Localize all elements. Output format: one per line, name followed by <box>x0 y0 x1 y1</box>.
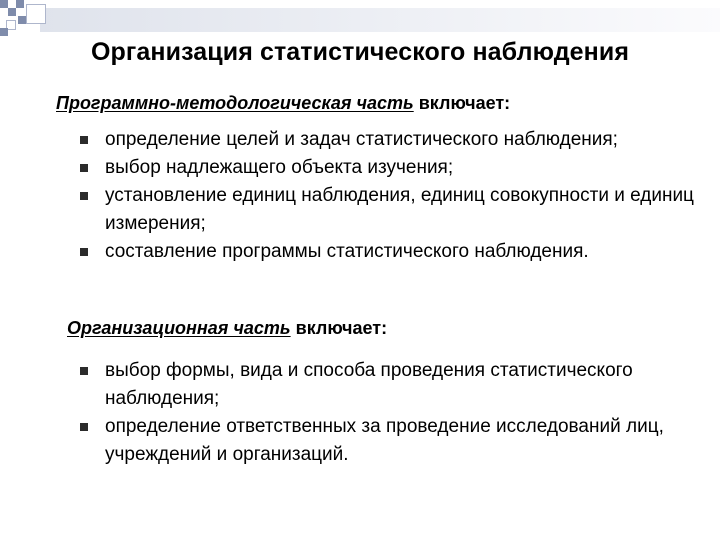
list-item <box>80 182 705 238</box>
section-heading-underlined: Организационная часть <box>67 318 291 338</box>
list-item-text: выбор надлежащего объекта изучения; <box>105 157 454 178</box>
decor-square <box>0 28 8 36</box>
decor-square <box>16 0 24 8</box>
list-item <box>80 413 705 469</box>
organizational-list <box>80 357 705 469</box>
section-heading-underlined: Программно-методологическая часть <box>56 93 414 113</box>
decor-square <box>26 4 46 24</box>
list-item <box>80 154 705 182</box>
list-item-text: выбор формы, вида и способа проведения статистического наблюдения; <box>105 360 633 409</box>
list-item-text: составление программы статистического наблюдения. <box>105 241 589 262</box>
square-bullet-icon <box>80 367 88 375</box>
square-bullet-icon <box>80 248 88 256</box>
section-heading-suffix: включает: <box>413 93 511 113</box>
slide-title: Организация статистического наблюдения <box>90 38 630 66</box>
list-item-text: определение целей и задач статистического наблюдения; <box>105 129 618 150</box>
list-item <box>80 357 705 413</box>
decor-square <box>18 16 26 24</box>
list-item <box>80 238 705 266</box>
section-heading-suffix: включает: <box>290 318 388 338</box>
methodological-list <box>80 126 705 266</box>
header-gradient-bar <box>40 8 720 32</box>
section-heading-methodological <box>56 93 510 114</box>
list-item-text: определение ответственных за проведение исследований лиц, учреждений и организаций. <box>105 416 664 465</box>
square-bullet-icon <box>80 136 88 144</box>
decor-square <box>0 0 8 8</box>
decor-square <box>8 8 16 16</box>
list-item <box>80 126 705 154</box>
header-decoration <box>0 0 720 40</box>
list-item-text: установление единиц наблюдения, единиц совокупности и единиц измерения; <box>105 185 694 234</box>
section-heading-organizational <box>67 318 387 339</box>
square-bullet-icon <box>80 192 88 200</box>
square-bullet-icon <box>80 164 88 172</box>
square-bullet-icon <box>80 423 88 431</box>
